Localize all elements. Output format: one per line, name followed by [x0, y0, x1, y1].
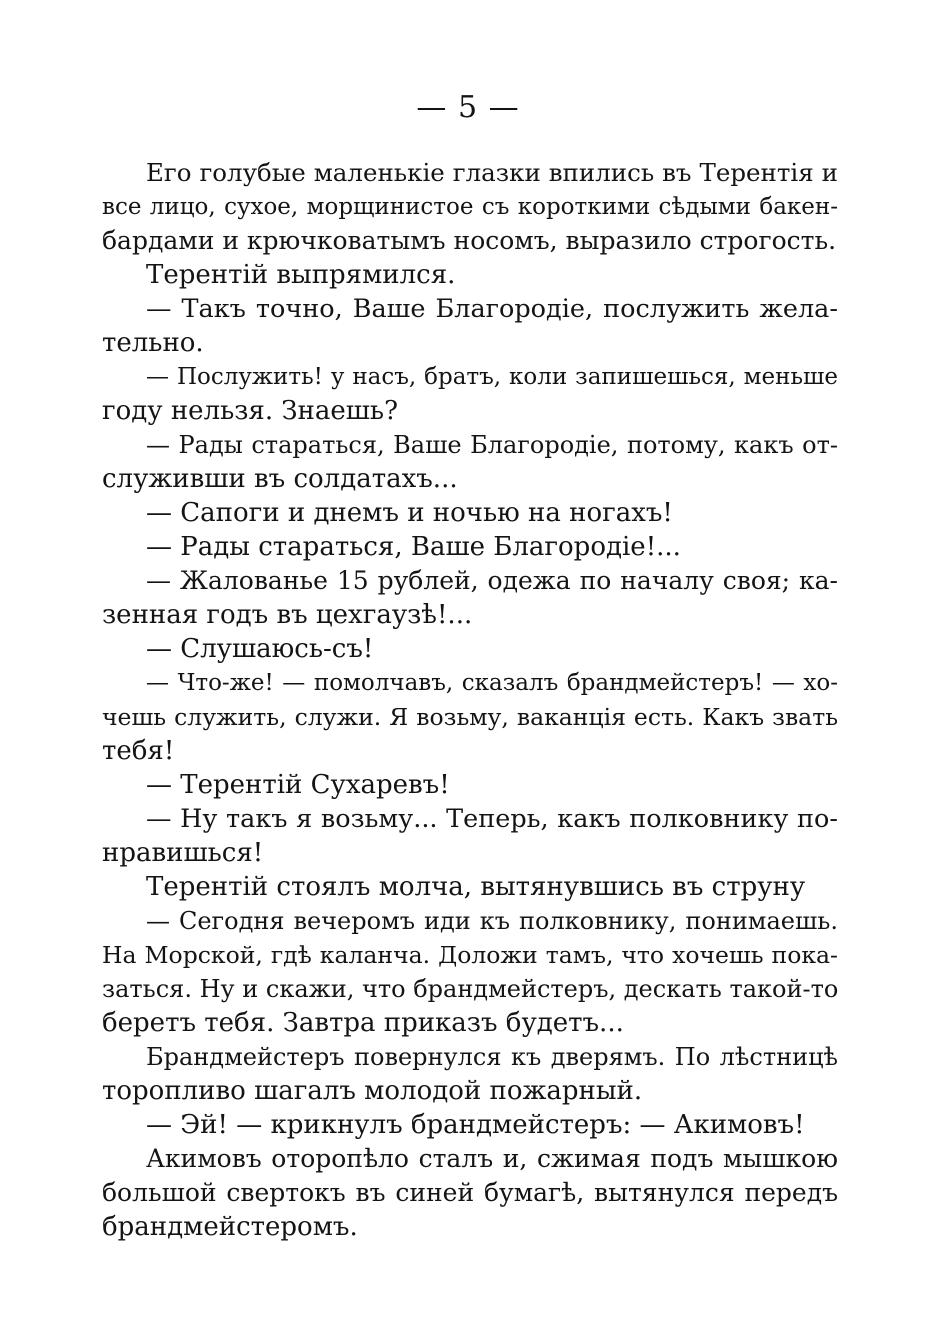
text-line: — Жалованье 15 рублей, одежа по началу своя; ка-	[146, 566, 838, 595]
text-line: году нельзя. Знаешь?	[102, 396, 399, 426]
text-line: — Рады стараться, Ваше Благородіе!...	[146, 532, 681, 562]
text-line: Брандмейстеръ повернулся къ дверямъ. По лѣстницѣ	[146, 1043, 838, 1071]
text-line: — Рады стараться, Ваше Благородіе, потому, какъ от-	[146, 431, 838, 459]
text-line: нравишься!	[102, 838, 264, 868]
text-line: Терентій стоялъ молча, вытянувшись въ струну	[146, 872, 806, 902]
text-line: тебя!	[102, 736, 175, 766]
text-line: — Сегодня вечеромъ иди къ полковнику, понимаешь.	[146, 907, 838, 935]
body-text	[102, 156, 838, 1244]
page-number: — 5 —	[416, 90, 520, 125]
text-line: — Терентій Сухаревъ!	[146, 770, 450, 800]
text-line: беретъ тебя. Завтра приказъ будетъ...	[102, 1008, 624, 1038]
text-line: торопливо шагалъ молодой пожарный.	[102, 1076, 643, 1106]
text-line: — Ну такъ я возьму... Теперь, какъ полковнику по-	[146, 804, 838, 834]
text-line: — Эй! — крикнулъ брандмейстеръ: — Акимовъ!	[146, 1110, 805, 1140]
text-line: чешь служить, служи. Я возьму, ваканція есть. Какъ звать	[102, 703, 838, 731]
text-line: заться. Ну и скажи, что брандмейстеръ, дескать такой-то	[102, 975, 838, 1003]
text-line: все лицо, сухое, морщинистое съ короткими сѣдыми бакен-	[102, 194, 838, 220]
text-line: тельно.	[102, 328, 204, 358]
text-line: служивши въ солдатахъ...	[102, 464, 458, 494]
text-line: — Что-же! — помолчавъ, сказалъ брандмейстеръ! — хо-	[146, 670, 838, 696]
text-line: брандмейстеромъ.	[102, 1212, 358, 1242]
text-line: На Морской, гдѣ каланча. Доложи тамъ, что хочешь пока-	[102, 941, 838, 969]
text-line: Его голубые маленькіе глазки впились въ Терентія и	[146, 158, 838, 187]
text-line: Акимовъ оторопѣло сталъ и, сжимая подъ мышкою	[146, 1144, 838, 1173]
text-line: зенная годъ въ цехгаузѣ!...	[102, 600, 473, 630]
text-line: — Слушаюсь-съ!	[146, 634, 374, 664]
text-line: — Послужить! у насъ, братъ, коли запишешься, меньше	[146, 364, 838, 390]
text-line: — Сапоги и днемъ и ночью на ногахъ!	[146, 498, 673, 528]
text-line: Терентій выпрямился.	[146, 260, 456, 290]
text-line: большой свертокъ въ синей бумагѣ, вытянулся передъ	[102, 1178, 838, 1207]
text-line: бардами и крючковатымъ носомъ, выразило строгость.	[102, 226, 837, 255]
text-line: — Такъ точно, Ваше Благородіе, послужить жела-	[146, 294, 838, 324]
